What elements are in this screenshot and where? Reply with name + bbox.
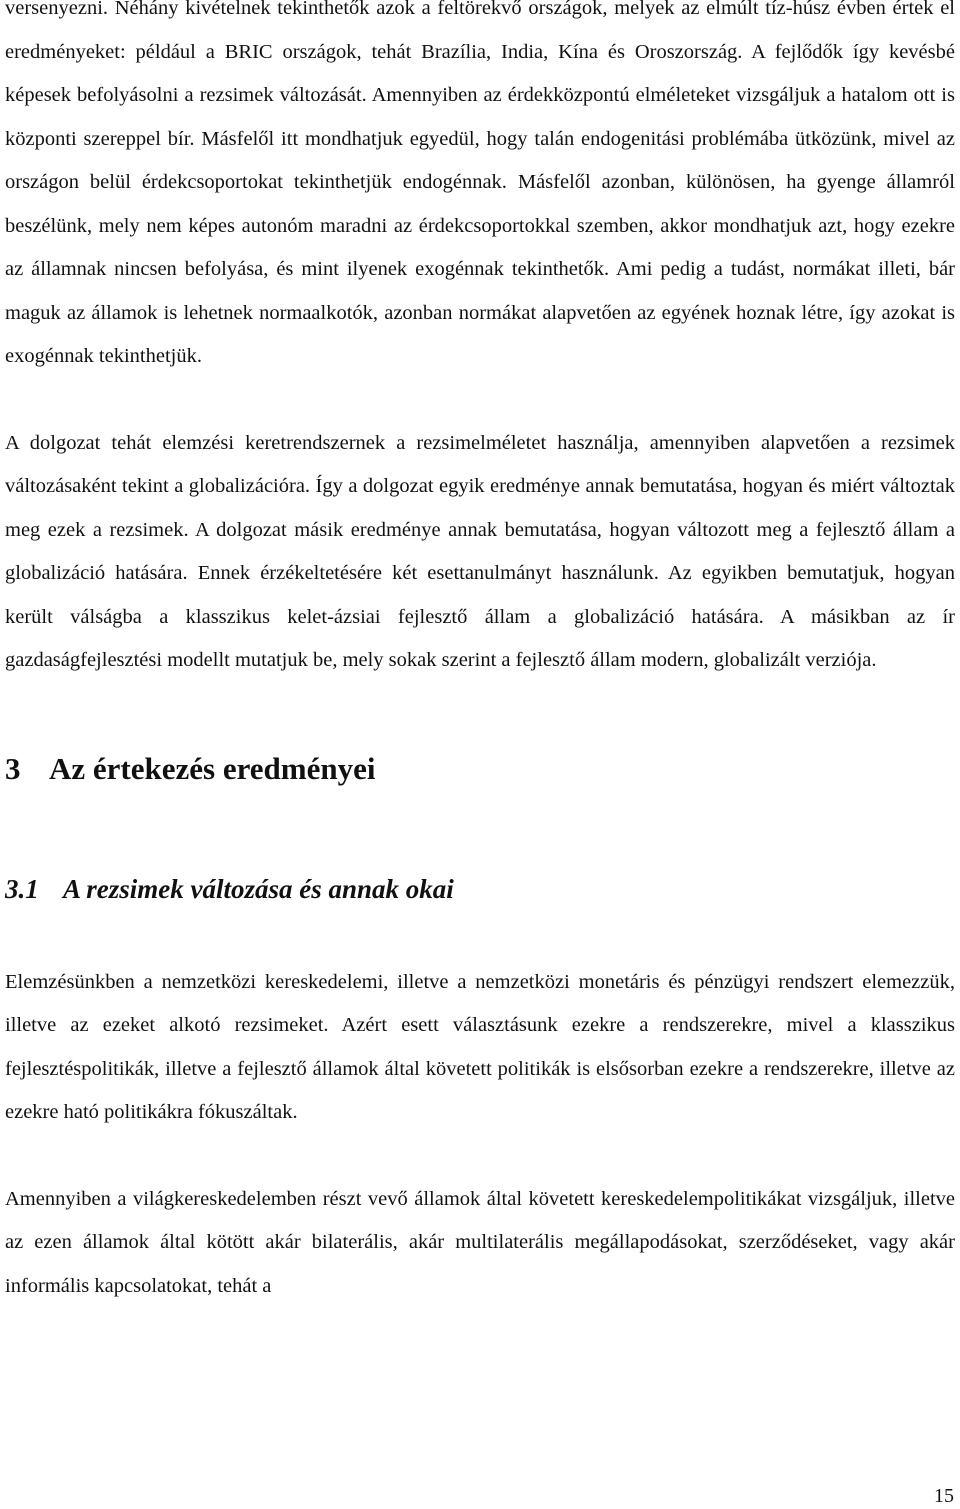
body-paragraph: Elemzésünkben a nemzetközi kereskedelemi, illetve a nemzetközi monetáris és pénzügyi rendszert elemezzük, illetve az ezeket alkotó rezsimeket. Azért esett választásunk ezekre a rendszerekre, mivel a klasszikus fejlesztéspolitikák, illetve a fejlesztő államok által követett politikák is elsősorban ezekre a rendszerekre, illetve az ezekre ható politikákra fókuszáltak. xyxy=(5,970,955,1123)
paragraph-spacer xyxy=(5,1135,955,1178)
section-spacer xyxy=(5,789,955,869)
body-paragraph: A dolgozat tehát elemzési keretrendszernek a rezsimelméletet használja, amennyiben alapvetően a rezsimek változásaként tekint a globalizációra. Így a dolgozat egyik eredménye annak bemutatása, hogyan és miért változtak meg ezek a rezsimek. A dolgozat másik eredménye annak bemutatása, hogyan változott meg a fejlesztő állam a globalizáció hatására. Ennek érzékeltetésére két esettanulmányt használunk. Az egyikben bemutatjuk, hogyan került válságba a klasszikus kelet-ázsiai fejlesztő állam a globalizáció hatására. A másikban az ír gazdaságfejlesztési modellt mutatjuk be, mely sokak szerint a fejlesztő állam modern, globalizált verziója. xyxy=(5,431,955,671)
section-spacer xyxy=(5,683,955,749)
section-title: Az értekezés eredményei xyxy=(49,750,376,786)
subsection-heading xyxy=(5,869,955,909)
subsection-title: A rezsimek változása és annak okai xyxy=(63,873,454,904)
section-heading xyxy=(5,749,955,789)
section-spacer xyxy=(5,909,955,961)
subsection-number: 3.1 xyxy=(5,873,39,904)
section-number: 3 xyxy=(5,750,21,786)
page-number: 15 xyxy=(934,1485,954,1507)
paragraph-spacer xyxy=(5,379,955,422)
body-paragraph: Amennyiben a világkereskedelemben részt vevő államok által követett kereskedelempolitikákat vizsgáljuk, illetve az ezen államok által kötött akár bilaterális, akár multilaterális megállapodásokat, szerződéseket, vagy akár informális kapcsolatokat, tehát a xyxy=(5,1187,955,1297)
document-page xyxy=(5,0,955,1308)
body-paragraph: versenyezni. Néhány kivételnek tekinthetők azok a feltörekvő országok, melyek az elmúlt tíz-húsz évben értek el eredményeket: például a BRIC országok, tehát Brazília, India, Kína és Oroszország. A fejlődők így kevésbé képesek befolyásolni a rezsimek változását. Amennyiben az érdekközpontú elméleteket vizsgáljuk a hatalom ott is központi szereppel bír. Másfelől itt mondhatjuk egyedül, hogy talán endogenitási problémába ütközünk, mivel az országon belül érdekcsoportokat tekinthetjük endogénnak. Másfelől azonban, különösen, ha gyenge államról beszélünk, mely nem képes autonóm maradni az érdekcsoportokkal szemben, akkor mondhatjuk azt, hogy ezekre az államnak nincsen befolyása, és mint ilyenek exogénnak tekinthetők. Ami pedig a tudást, normákat illeti, bár maguk az államok is lehetnek normaalkotók, azonban normákat alapvetően az egyének hoznak létre, így azokat is exogénnak tekinthetjük. xyxy=(5,0,955,367)
